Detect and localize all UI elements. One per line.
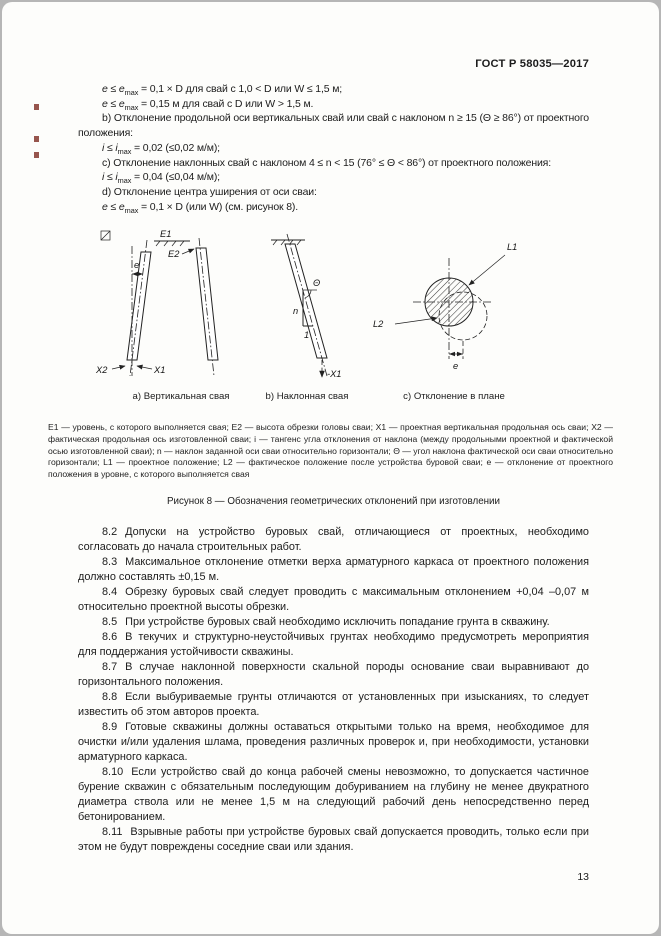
clause-number: 8.9 bbox=[102, 720, 118, 733]
subscript-max: max bbox=[124, 102, 139, 112]
formula-i-max-1 bbox=[78, 141, 589, 156]
label-theta: Θ bbox=[313, 278, 321, 289]
scan-artifact bbox=[34, 136, 39, 142]
clause-number: 8.2 bbox=[102, 525, 118, 538]
paragraph-8-11 bbox=[78, 825, 589, 855]
figure-title: Рисунок 8 — Обозначения геометрических отклонений при изготовлении bbox=[166, 495, 501, 507]
list-item-c: c) Отклонение наклонных свай с наклоном 4 ≤ n < 15 (76° ≤ Θ < 86°) от проектного положения: bbox=[102, 156, 551, 169]
label-n: n bbox=[293, 306, 299, 317]
formula-rhs: = 0,1 × D (или W) (см. рисунок 8). bbox=[138, 200, 299, 213]
scan-artifact bbox=[34, 104, 39, 110]
label-E1: E1 bbox=[160, 229, 172, 240]
clause-number: 8.8 bbox=[102, 690, 118, 703]
list-item-d: d) Отклонение центра уширения от оси сваи: bbox=[102, 185, 317, 198]
formula-rhs: = 0,04 (≤0,04 м/м); bbox=[131, 171, 220, 184]
clause-text: Если выбуриваемые грунты отличаются от установленных при изысканиях, то следует известить об этом авторов проекта. bbox=[78, 690, 589, 718]
paragraph-8-10 bbox=[78, 765, 589, 825]
formula-e-max-2 bbox=[78, 97, 589, 112]
subscript-max: max bbox=[124, 205, 139, 215]
standard-number: ГОСТ Р 58035—2017 bbox=[475, 58, 589, 70]
label-e: e bbox=[134, 260, 140, 271]
diagram-plan-deviation bbox=[369, 226, 539, 402]
formula-e-max-1 bbox=[78, 82, 589, 97]
inclined-pile-drawing bbox=[243, 226, 371, 390]
formula-lhs: i ≤ i bbox=[102, 171, 118, 184]
clause-text: В случае наклонной поверхности скальной породы основание сваи выравнивают до горизонтального положения. bbox=[78, 660, 589, 688]
label-minus-X1: -X1 bbox=[327, 369, 342, 380]
formula-lhs: e ≤ e bbox=[102, 83, 125, 95]
subcaption-b: b) Наклонная свая bbox=[265, 391, 349, 403]
list-item-b: b) Отклонение продольной оси вертикальных свай или свай с наклоном n ≥ 15 (Θ ≥ 86°) от проектного положения: bbox=[78, 112, 589, 140]
plan-deviation-drawing bbox=[369, 226, 539, 390]
pile-outline bbox=[285, 244, 327, 358]
clause-number: 8.7 bbox=[102, 660, 118, 673]
subscript-max: max bbox=[124, 88, 139, 98]
page-number: 13 bbox=[577, 870, 589, 883]
clause-number: 8.5 bbox=[102, 615, 118, 628]
tolerance-list bbox=[78, 82, 589, 214]
label-e: e bbox=[453, 361, 459, 372]
clauses bbox=[78, 525, 589, 855]
label-X2: X2 bbox=[96, 365, 108, 376]
clause-text: При устройстве буровых свай необходимо исключить попадание грунта в скважину. bbox=[125, 615, 550, 628]
pile-outline bbox=[196, 248, 218, 360]
clause-text: Готовые скважины должны оставаться открытыми только на время, необходимое для очистки и/или удаления шлама, проведения различных проверок и, при необходимости, установки арматурного каркаса. bbox=[78, 720, 589, 763]
paragraph-8-2 bbox=[78, 525, 589, 555]
paragraph-8-8 bbox=[78, 690, 589, 720]
clause-text: Обрезку буровых свай следует проводить с максимальным отклонением +0,04 –0,07 м относительно проектной высоты обрезки. bbox=[78, 585, 589, 613]
paragraph-8-9 bbox=[78, 720, 589, 765]
clause-number: 8.4 bbox=[102, 585, 118, 598]
subscript-max: max bbox=[117, 176, 132, 186]
subscript-max: max bbox=[117, 146, 132, 156]
document-page bbox=[2, 2, 659, 934]
clause-text: Допуски на устройство буровых свай, отличающиеся от проектных, необходимо согласовать до начала строительных работ. bbox=[78, 525, 589, 553]
label-L1: L1 bbox=[507, 242, 518, 253]
subcaption-c: c) Отклонение в плане bbox=[403, 391, 505, 403]
clause-number: 8.6 bbox=[102, 630, 118, 643]
clause-number: 8.3 bbox=[102, 555, 118, 568]
figure-8 bbox=[78, 226, 589, 410]
label-L2: L2 bbox=[373, 319, 384, 330]
clause-text: Если устройство свай до конца рабочей смены невозможно, то допускается частичное бурение скважин с обязательным последующим добуриванием на глубину не менее двукратного диаметра ствола или не менее 1,5 м на следующий рабочий день непосредственно перед бетонированием. bbox=[78, 765, 589, 823]
clause-text: Взрывные работы при устройстве буровых свай допускается проводить, только если при этом не будут повреждены соседние сваи или здания. bbox=[78, 825, 589, 853]
paragraph-8-3 bbox=[78, 555, 589, 585]
formula-lhs: i ≤ i bbox=[102, 141, 118, 154]
figure-legend: Е1 — уровень, с которого выполняется свая; Е2 — высота обрезки головы сваи; Х1 — проектная вертикальная продольная ось сваи; Х2 — фактическая продольная ось изготовленной сваи; i — тангенс угла отклонения от наклона (между продольными проектной и фактической осью изготовленной сваи); n — наклон заданной оси сваи относительно горизонтали; Θ — угол наклона фактической оси сваи относительно горизонтали; L1 — проектное положение; L2 — фактическое положение после устройства буровой сваи; e — отклонение от проектного положения в уровне, с которого выполняется свая bbox=[48, 422, 613, 480]
clause-text: Максимальное отклонение отметки верха арматурного каркаса от проектного положения должно составлять ±0,15 м. bbox=[78, 555, 589, 583]
label-X1: X1 bbox=[154, 365, 166, 376]
formula-lhs: e ≤ e bbox=[102, 97, 125, 110]
subcaption-a: а) Вертикальная свая bbox=[132, 391, 230, 403]
paragraph-8-4 bbox=[78, 585, 589, 615]
formula-rhs: = 0,1 × D для свай с 1,0 < D или W ≤ 1,5 м; bbox=[138, 83, 343, 95]
paragraph-8-5 bbox=[78, 615, 589, 630]
diagram-inclined-pile bbox=[243, 226, 371, 402]
paragraph-8-6 bbox=[78, 630, 589, 660]
clause-text: В текучих и структурно-неустойчивых грунтах необходимо предусмотреть мероприятия для поддержания устойчивости скважины. bbox=[78, 630, 589, 658]
formula-rhs: = 0,02 (≤0,02 м/м); bbox=[131, 141, 220, 154]
formula-e-max-3 bbox=[78, 200, 589, 215]
formula-lhs: e ≤ e bbox=[102, 200, 125, 213]
formula-rhs: = 0,15 м для свай с D или W > 1,5 м. bbox=[138, 97, 314, 110]
scan-artifact bbox=[34, 152, 39, 158]
clause-number: 8.11 bbox=[102, 825, 123, 838]
label-one: 1 bbox=[304, 330, 310, 341]
paragraph-8-7 bbox=[78, 660, 589, 690]
label-E2: E2 bbox=[168, 249, 180, 260]
clause-number: 8.10 bbox=[102, 765, 124, 778]
formula-i-max-2 bbox=[78, 170, 589, 185]
